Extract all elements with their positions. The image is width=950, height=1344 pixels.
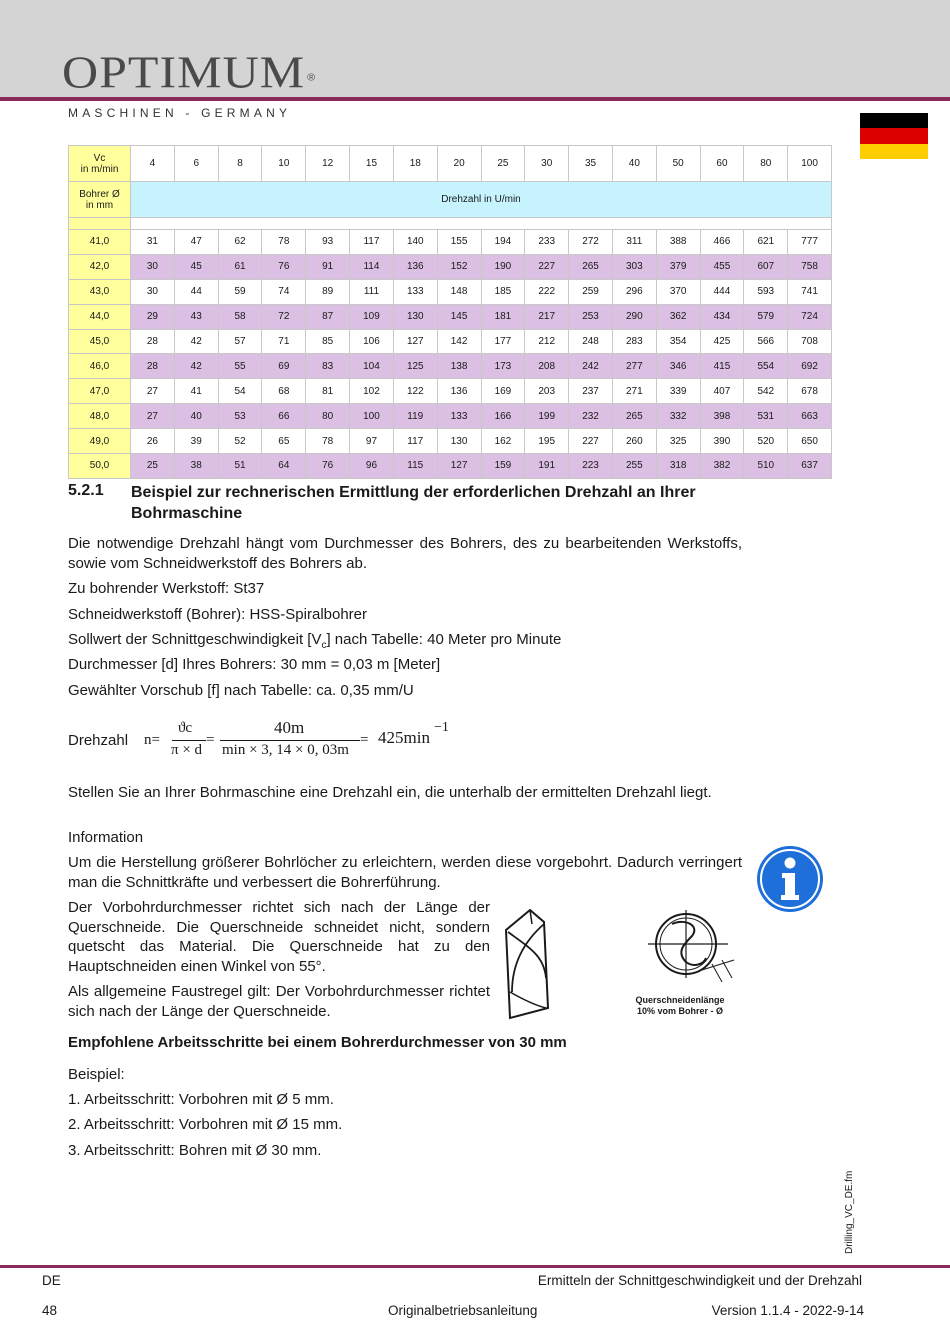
page-header <box>0 0 950 100</box>
rpm-cell: 148 <box>437 279 481 304</box>
rpm-cell: 466 <box>700 230 744 255</box>
rpm-cell: 64 <box>262 454 306 479</box>
rpm-cell: 38 <box>174 454 218 479</box>
rpm-cell: 223 <box>569 454 613 479</box>
rpm-cell: 100 <box>350 404 394 429</box>
rpm-cell: 65 <box>262 429 306 454</box>
vc-value-cell: 15 <box>350 146 394 182</box>
rpm-cell: 53 <box>218 404 262 429</box>
formula-fraction-line-1 <box>172 740 206 741</box>
rpm-cell: 78 <box>306 429 350 454</box>
rpm-cell: 52 <box>218 429 262 454</box>
rpm-cell: 621 <box>744 230 788 255</box>
logo-subtitle: MASCHINEN - GERMANY <box>68 106 292 120</box>
rpm-cell: 741 <box>788 279 832 304</box>
diameter-cell: 48,0 <box>69 404 131 429</box>
formula-eq2: = <box>360 732 369 748</box>
rpm-cell: 66 <box>262 404 306 429</box>
formula-num2: 40m <box>274 718 305 737</box>
rpm-cell: 69 <box>262 354 306 379</box>
sollwert-text-a: Sollwert der Schnittgeschwindigkeit [V <box>68 631 322 648</box>
vc-value-cell: 35 <box>569 146 613 182</box>
rpm-cell: 71 <box>262 329 306 354</box>
rpm-cell: 290 <box>612 304 656 329</box>
rpm-cell: 194 <box>481 230 525 255</box>
vc-value-cell: 40 <box>612 146 656 182</box>
rpm-cell: 199 <box>525 404 569 429</box>
rpm-cell: 217 <box>525 304 569 329</box>
rpm-cell: 115 <box>393 454 437 479</box>
rpm-cell: 208 <box>525 354 569 379</box>
diameter-cell: 49,0 <box>69 429 131 454</box>
rpm-cell: 130 <box>393 304 437 329</box>
rpm-cell: 111 <box>350 279 394 304</box>
rpm-cell: 102 <box>350 379 394 404</box>
rpm-cell: 96 <box>350 454 394 479</box>
rpm-cell: 119 <box>393 404 437 429</box>
rpm-cell: 370 <box>656 279 700 304</box>
rpm-cell: 29 <box>131 304 175 329</box>
vc-label-cell <box>69 146 131 182</box>
rpm-cell: 650 <box>788 429 832 454</box>
rpm-cell: 47 <box>174 230 218 255</box>
table-row <box>69 230 832 255</box>
footer-doc: Originalbetriebsanleitung <box>388 1303 538 1318</box>
formula-den2: min × 3, 14 × 0, 03m <box>222 742 349 758</box>
rpm-cell: 166 <box>481 404 525 429</box>
registered-mark: ® <box>307 72 317 84</box>
rpm-cell: 40 <box>174 404 218 429</box>
rpm-cell: 25 <box>131 454 175 479</box>
rpm-cell: 303 <box>612 254 656 279</box>
page-number: 48 <box>42 1303 58 1318</box>
intro-paragraph: Die notwendige Drehzahl hängt vom Durchmesser des Bohrers, des zu bearbeitenden Werkstoffs, sowie vom Schneidwerkstoff des Bohrers ab. <box>68 535 742 572</box>
rpm-cell: 212 <box>525 329 569 354</box>
rpm-cell: 663 <box>788 404 832 429</box>
info-icon <box>756 845 824 913</box>
rpm-cell: 26 <box>131 429 175 454</box>
rpm-cell: 415 <box>700 354 744 379</box>
bohrer-label-cell <box>69 182 131 218</box>
footer-title: Ermitteln der Schnittgeschwindigkeit und der Drehzahl <box>537 1273 862 1288</box>
rpm-cell: 692 <box>788 354 832 379</box>
table-row <box>69 379 832 404</box>
rpm-cell: 76 <box>262 254 306 279</box>
rpm-cell: 91 <box>306 254 350 279</box>
vc-value-cell: 80 <box>744 146 788 182</box>
rpm-cell: 593 <box>744 279 788 304</box>
rpm-cell: 44 <box>174 279 218 304</box>
diameter-cell: 41,0 <box>69 230 131 255</box>
rpm-cell: 259 <box>569 279 613 304</box>
vorbohr-paragraph: Der Vorbohrdurchmesser richtet sich nach der Länge der Querschneide. Die Querschneide schneidet nicht, sondern quetscht das Material. Die Querschneide hat zu den Hauptschneiden einen Winkel von 55°. <box>68 899 490 975</box>
rpm-cell: 318 <box>656 454 700 479</box>
diameter-cell: 43,0 <box>69 279 131 304</box>
rpm-cell: 51 <box>218 454 262 479</box>
rpm-cell: 277 <box>612 354 656 379</box>
rpm-cell: 242 <box>569 354 613 379</box>
beispiel-label: Beispiel: <box>68 1066 125 1083</box>
rpm-cell: 362 <box>656 304 700 329</box>
rpm-cell: 181 <box>481 304 525 329</box>
header-divider <box>0 97 950 101</box>
rpm-cell: 296 <box>612 279 656 304</box>
vc-value-cell: 8 <box>218 146 262 182</box>
rpm-cell: 758 <box>788 254 832 279</box>
table-row <box>69 454 832 479</box>
german-flag-icon <box>860 113 928 159</box>
vc-value-cell: 100 <box>788 146 832 182</box>
formula-result: 425min <box>378 728 430 747</box>
rpm-cell: 74 <box>262 279 306 304</box>
rpm-cell: 237 <box>569 379 613 404</box>
rpm-cell: 195 <box>525 429 569 454</box>
rpm-cell: 272 <box>569 230 613 255</box>
rpm-cell: 191 <box>525 454 569 479</box>
rpm-cell: 122 <box>393 379 437 404</box>
diameter-cell: 45,0 <box>69 329 131 354</box>
vc-value-cell: 12 <box>306 146 350 182</box>
diameter-cell: 47,0 <box>69 379 131 404</box>
rpm-cell: 155 <box>437 230 481 255</box>
drehzahl-formula <box>144 718 464 762</box>
rpm-cell: 109 <box>350 304 394 329</box>
rpm-cell: 85 <box>306 329 350 354</box>
rpm-cell: 41 <box>174 379 218 404</box>
diameter-cell: 46,0 <box>69 354 131 379</box>
rpm-cell: 114 <box>350 254 394 279</box>
rpm-cell: 777 <box>788 230 832 255</box>
rpm-cell: 89 <box>306 279 350 304</box>
rpm-cell: 55 <box>218 354 262 379</box>
sollwert-line <box>68 630 742 656</box>
rpm-cell: 332 <box>656 404 700 429</box>
rpm-cell: 145 <box>437 304 481 329</box>
vc-value-cell: 10 <box>262 146 306 182</box>
rpm-cell: 407 <box>700 379 744 404</box>
rpm-cell: 566 <box>744 329 788 354</box>
rpm-cell: 390 <box>700 429 744 454</box>
table-gap-row <box>69 218 832 230</box>
file-name: Drilling_VC_DE.fm <box>844 1170 855 1254</box>
rpm-cell: 724 <box>788 304 832 329</box>
drill-caption <box>628 995 732 1017</box>
rpm-cell: 59 <box>218 279 262 304</box>
rpm-cell: 72 <box>262 304 306 329</box>
werkstoff-line: Zu bohrender Werkstoff: St37 <box>68 580 265 597</box>
rpm-cell: 125 <box>393 354 437 379</box>
rpm-cell: 173 <box>481 354 525 379</box>
formula-eq1: = <box>206 732 215 748</box>
drill-bit-icon <box>500 908 560 1020</box>
rpm-cell: 104 <box>350 354 394 379</box>
rpm-cell: 138 <box>437 354 481 379</box>
table-row <box>69 354 832 379</box>
rpm-cell: 127 <box>437 454 481 479</box>
gap-cell <box>131 218 832 230</box>
rpm-cell: 54 <box>218 379 262 404</box>
rpm-cell: 130 <box>437 429 481 454</box>
rpm-cell: 62 <box>218 230 262 255</box>
formula-exponent: −1 <box>434 720 449 735</box>
rpm-cell: 136 <box>437 379 481 404</box>
vc-value-cell: 50 <box>656 146 700 182</box>
vorschub-line: Gewählter Vorschub [f] nach Tabelle: ca. 0,35 mm/U <box>68 682 414 699</box>
rpm-cell: 83 <box>306 354 350 379</box>
rpm-cell: 97 <box>350 429 394 454</box>
rpm-cell: 222 <box>525 279 569 304</box>
rpm-cell: 444 <box>700 279 744 304</box>
vc-value-cell: 4 <box>131 146 175 182</box>
vc-value-cell: 60 <box>700 146 744 182</box>
rpm-cell: 43 <box>174 304 218 329</box>
rpm-cell: 637 <box>788 454 832 479</box>
rpm-cell: 554 <box>744 354 788 379</box>
rpm-cell: 58 <box>218 304 262 329</box>
rpm-cell: 177 <box>481 329 525 354</box>
drill-cross-section-icon <box>642 908 742 998</box>
formula-n: n= <box>144 732 160 748</box>
rpm-cell: 434 <box>700 304 744 329</box>
vc-value-cell: 25 <box>481 146 525 182</box>
rpm-cell: 117 <box>350 230 394 255</box>
rpm-cell: 398 <box>700 404 744 429</box>
table-row <box>69 254 832 279</box>
rpm-cell: 379 <box>656 254 700 279</box>
stellen-paragraph: Stellen Sie an Ihrer Bohrmaschine eine Drehzahl ein, die unterhalb der ermittelten Drehzahl liegt. <box>68 784 712 801</box>
rpm-cell: 510 <box>744 454 788 479</box>
rpm-cell: 42 <box>174 329 218 354</box>
rpm-cell: 133 <box>393 279 437 304</box>
diameter-cell: 42,0 <box>69 254 131 279</box>
vc-value-cell: 18 <box>393 146 437 182</box>
rpm-cell: 87 <box>306 304 350 329</box>
rpm-cell: 346 <box>656 354 700 379</box>
rpm-cell: 162 <box>481 429 525 454</box>
rpm-cell: 28 <box>131 329 175 354</box>
rpm-cell: 127 <box>393 329 437 354</box>
rpm-cell: 68 <box>262 379 306 404</box>
drehzahl-unit-cell: Drehzahl in U/min <box>131 182 832 218</box>
schneidwerkstoff-line: Schneidwerkstoff (Bohrer): HSS-Spiralbohrer <box>68 606 368 623</box>
table-row <box>69 329 832 354</box>
rpm-cell: 227 <box>569 429 613 454</box>
vc-value-cell: 6 <box>174 146 218 182</box>
section-title: Beispiel zur rechnerischen Ermittlung der erforderlichen Drehzahl an Ihrer Bohrmaschine <box>131 484 696 522</box>
rpm-cell: 169 <box>481 379 525 404</box>
table-row <box>69 304 832 329</box>
rpm-cell: 520 <box>744 429 788 454</box>
rpm-cell: 57 <box>218 329 262 354</box>
rpm-cell: 30 <box>131 279 175 304</box>
rpm-cell: 542 <box>744 379 788 404</box>
info-paragraph: Um die Herstellung größerer Bohrlöcher zu erleichtern, werden diese vorgebohrt. Dadurch verringert man die Schnittkräfte und verbessert die Bohrerführung. <box>68 854 742 891</box>
rpm-cell: 203 <box>525 379 569 404</box>
step-item-3: 3. Arbeitsschritt: Bohren mit Ø 30 mm. <box>68 1142 322 1159</box>
rpm-cell: 31 <box>131 230 175 255</box>
rpm-cell: 61 <box>218 254 262 279</box>
step-item-1: 1. Arbeitsschritt: Vorbohren mit Ø 5 mm. <box>68 1091 334 1108</box>
rpm-cell: 708 <box>788 329 832 354</box>
rpm-cell: 425 <box>700 329 744 354</box>
formula-den1: π × d <box>171 742 203 758</box>
logo <box>62 47 317 98</box>
rpm-cell: 39 <box>174 429 218 454</box>
bohrer-unit: in mm <box>85 199 114 211</box>
rpm-cell: 248 <box>569 329 613 354</box>
rpm-cell: 388 <box>656 230 700 255</box>
rpm-cell: 30 <box>131 254 175 279</box>
rpm-cell: 455 <box>700 254 744 279</box>
rpm-cell: 78 <box>262 230 306 255</box>
rpm-cell: 232 <box>569 404 613 429</box>
rpm-cell: 339 <box>656 379 700 404</box>
rpm-cell: 45 <box>174 254 218 279</box>
durchmesser-line: Durchmesser [d] Ihres Bohrers: 30 mm = 0,03 m [Meter] <box>68 656 441 673</box>
vc-label: Vc <box>93 152 106 164</box>
table-row <box>69 404 832 429</box>
rpm-cell: 260 <box>612 429 656 454</box>
footer-lang: DE <box>42 1273 61 1288</box>
information-heading: Information <box>68 829 144 846</box>
section-number: 5.2.1 <box>68 482 104 499</box>
rpm-cell: 271 <box>612 379 656 404</box>
rpm-cell: 140 <box>393 230 437 255</box>
rpm-cell: 159 <box>481 454 525 479</box>
rpm-cell: 142 <box>437 329 481 354</box>
step-item-2: 2. Arbeitsschritt: Vorbohren mit Ø 15 mm. <box>68 1116 343 1133</box>
rpm-cell: 678 <box>788 379 832 404</box>
rpm-cell: 265 <box>612 404 656 429</box>
rpm-cell: 265 <box>569 254 613 279</box>
rpm-cell: 81 <box>306 379 350 404</box>
rpm-cell: 42 <box>174 354 218 379</box>
side-file-label <box>836 1162 866 1254</box>
rpm-cell: 579 <box>744 304 788 329</box>
rpm-cell: 283 <box>612 329 656 354</box>
vc-header-row <box>69 146 832 182</box>
diameter-cell: 50,0 <box>69 454 131 479</box>
drill-caption-line-1: Querschneidenlänge <box>635 995 725 1005</box>
rpm-cell: 185 <box>481 279 525 304</box>
rpm-cell: 136 <box>393 254 437 279</box>
rpm-cell: 190 <box>481 254 525 279</box>
bohrer-label: Bohrer Ø <box>79 188 120 200</box>
drill-caption-line-2: 10% vom Bohrer - Ø <box>636 1006 724 1016</box>
formula-num1: ϑc <box>178 720 193 736</box>
rpm-cell: 27 <box>131 379 175 404</box>
logo-text: OPTIMUM <box>62 47 306 98</box>
rpm-cell: 325 <box>656 429 700 454</box>
rpm-cell: 531 <box>744 404 788 429</box>
rpm-cell: 28 <box>131 354 175 379</box>
formula-fraction-line-2 <box>220 740 360 741</box>
rpm-cell: 117 <box>393 429 437 454</box>
bohrer-header-row <box>69 182 832 218</box>
diameter-cell: 44,0 <box>69 304 131 329</box>
sollwert-subscript: c <box>321 640 327 651</box>
rpm-cell: 382 <box>700 454 744 479</box>
rpm-cell: 233 <box>525 230 569 255</box>
vc-unit: in m/min <box>80 163 119 175</box>
vc-value-cell: 30 <box>525 146 569 182</box>
rpm-cell: 255 <box>612 454 656 479</box>
gap-label-cell <box>69 218 131 230</box>
footer-version: Version 1.1.4 - 2022-9-14 <box>711 1303 864 1318</box>
rpm-cell: 133 <box>437 404 481 429</box>
rpm-cell: 93 <box>306 230 350 255</box>
sollwert-text-b: ] nach Tabelle: 40 Meter pro Minute <box>326 631 562 648</box>
table-row <box>69 279 832 304</box>
rpm-cell: 311 <box>612 230 656 255</box>
rpm-cell: 227 <box>525 254 569 279</box>
rpm-cell: 152 <box>437 254 481 279</box>
rpm-cell: 106 <box>350 329 394 354</box>
footer-divider <box>0 1265 950 1268</box>
rpm-cell: 76 <box>306 454 350 479</box>
rpm-cell: 354 <box>656 329 700 354</box>
rpm-cell: 80 <box>306 404 350 429</box>
empfohlen-heading: Empfohlene Arbeitsschritte bei einem Bohrerdurchmesser von 30 mm <box>68 1034 567 1051</box>
drehzahl-table <box>68 145 832 479</box>
vc-value-cell: 20 <box>437 146 481 182</box>
faustregel-paragraph: Als allgemeine Faustregel gilt: Der Vorbohrdurchmesser richtet sich nach der Länge der Querschneide. <box>68 983 490 1020</box>
rpm-cell: 607 <box>744 254 788 279</box>
table-row <box>69 429 832 454</box>
rpm-cell: 253 <box>569 304 613 329</box>
formula-label: Drehzahl <box>68 732 129 749</box>
rpm-cell: 27 <box>131 404 175 429</box>
